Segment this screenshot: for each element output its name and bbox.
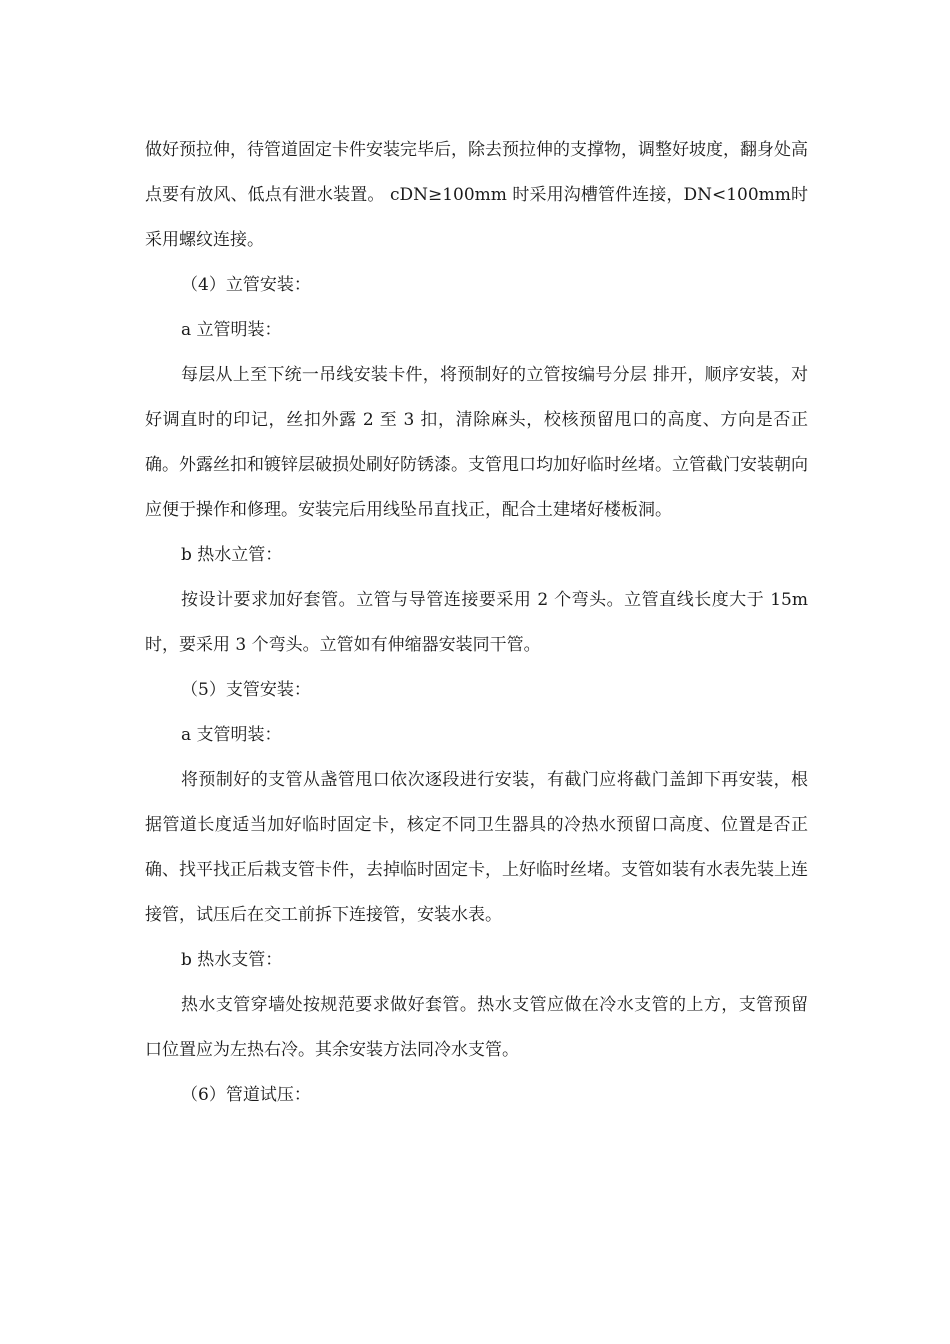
section-heading-riser-installation: （4）立管安装： [181, 275, 311, 295]
document-body [145, 128, 808, 1118]
subheading-exposed-branch: a 支管明装： [181, 725, 282, 745]
paragraph-exposed-branch: 将预制好的支管从盏管甩口依次逐段进行安装，有截门应将截门盖卸下再安装，根据管道长度适当加好临时固定卡，核定不同卫生器具的冷热水预留口高度、位置是否正确、找平找正后栽支管卡件，去掉临时固定卡，上好临时丝堵。支管如装有水表先装上连接管，试压后在交工前拆下连接管，安装水表。 [145, 770, 808, 925]
paragraph-exposed-riser: 每层从上至下统一吊线安装卡件，将预制好的立管按编号分层 排开，顺序安装，对好调直时的印记，丝扣外露 2 至 3 扣，清除麻头，校核预留甩口的高度、方向是否正确。外露丝扣和镀锌层破损处刷好防锈漆。支管甩口均加好临时丝堵。立管截门安装朝向应便于操作和修理。安装完后用线坠吊直找正，配合土建堵好楼板洞。 [145, 365, 808, 520]
section-heading-branch-installation: （5）支管安装： [181, 680, 311, 700]
paragraph-continuation: 做好预拉伸，待管道固定卡件安装完毕后，除去预拉伸的支撑物，调整好坡度，翻身处高点要有放风、低点有泄水装置。 cDN≥100mm 时采用沟槽管件连接，DN<100mm时采用螺纹连接。 [145, 140, 808, 250]
subheading-hot-water-branch: b 热水支管： [181, 950, 283, 970]
section-heading-pressure-test: （6）管道试压： [181, 1085, 311, 1105]
subheading-exposed-riser: a 立管明装： [181, 320, 282, 340]
subheading-hot-water-riser: b 热水立管： [181, 545, 283, 565]
paragraph-hot-water-branch: 热水支管穿墙处按规范要求做好套管。热水支管应做在冷水支管的上方，支管预留口位置应为左热右冷。其余安装方法同冷水支管。 [145, 995, 808, 1060]
paragraph-hot-water-riser: 按设计要求加好套管。立管与导管连接要采用 2 个弯头。立管直线长度大于 15m 时，要采用 3 个弯头。立管如有伸缩器安装同干管。 [145, 590, 808, 655]
